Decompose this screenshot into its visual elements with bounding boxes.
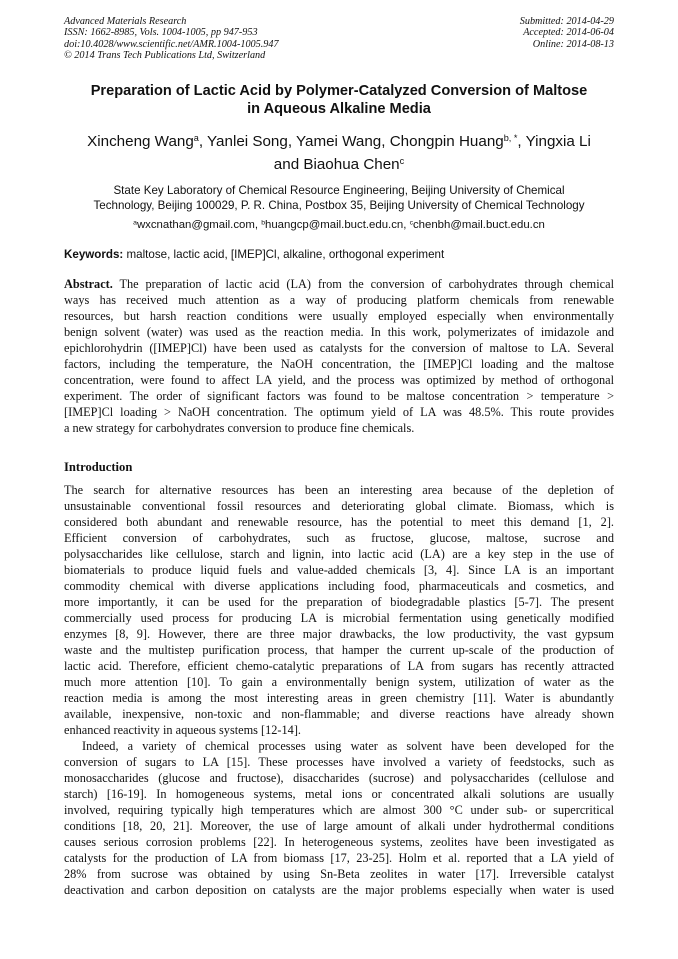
- author-name: Biaohua Chen: [303, 156, 400, 173]
- intro-line: much more attention [10]. To gain a environmentally benign system, utilization of water as the: [64, 675, 614, 689]
- author-emails: $^a$wxcnathan@gmail.com, $^b$huangcp@mail.buct.edu.cn, $^c$chenbh@mail.buct.edu.cn: [133, 219, 545, 231]
- author-name: Yamei Wang: [296, 133, 382, 150]
- intro-line: Efficient conversion of carbohydrates, such as fructose, glucose, maltose, sucrose and: [64, 531, 614, 545]
- abstract-label: Abstract.: [64, 277, 113, 291]
- introduction-text: [64, 482, 614, 898]
- author-affil-mark: b, *: [503, 132, 518, 143]
- author-line-2: and Biaohua Chen$^c$: [273, 155, 405, 173]
- dates-header: [414, 16, 614, 50]
- email-link[interactable]: wxcnathan@gmail.com,: [136, 219, 262, 231]
- abstract-line: resources, but harsh reaction conditions were usually employed especially when environmentally: [64, 309, 614, 323]
- intro-line: more importantly, it can be used for the preparation of biodegradable plastics [5-7]. The present: [64, 595, 614, 609]
- abstract-line: concentration, were found to affect LA yield, and the process was optimized by method of orthogonal: [64, 373, 614, 387]
- email-link[interactable]: chenbh@mail.buct.edu.cn: [412, 219, 545, 231]
- abstract-line: benign solvent (water) was used as the reaction media. In this work, polymerizates of imidazole and: [64, 325, 614, 339]
- intro-line: available, inexpensive, non-toxic and non-flammable; and diverse reactions have already shown: [64, 707, 614, 721]
- intro-line: commodity chemical with diverse applications including food, pharmaceuticals and cosmetics, and: [64, 579, 614, 593]
- author-name: Yanlei Song: [207, 133, 288, 150]
- abstract-line: ways has received much attention as a way of producing platform chemicals from renewable: [64, 293, 614, 307]
- paper-title: [40, 82, 638, 118]
- intro-line: Indeed, a variety of chemical processes using water as solvent have been developed for the: [82, 739, 614, 753]
- title-line-1: Preparation of Lactic Acid by Polymer-Catalyzed Conversion of Maltose: [90, 83, 588, 99]
- intro-line: causes serious corrosion problems [22]. In heterogeneous systems, zeolites have been investigated as: [64, 835, 614, 849]
- affiliation-line-1: State Key Laboratory of Chemical Resource Engineering, Beijing University of Chemical: [113, 184, 565, 197]
- intro-line: reaction media is among the most interesting areas in green chemistry [11]. Water is abundantly: [64, 691, 614, 705]
- journal-header: [64, 16, 394, 61]
- abstract-line: Abstract. The preparation of lactic acid (LA) from the conversion of carbohydrates through chemical: [64, 277, 614, 291]
- intro-line: The search for alternative resources has been an interesting area because of the depletion of: [64, 483, 614, 497]
- keywords-text: maltose, lactic acid, [IMEP]Cl, alkaline, orthogonal experiment: [123, 248, 445, 261]
- intro-line: 28% from sucrose was obtained by using Sn-Beta zeolites in water [17]. Irreversible catalyst: [64, 867, 614, 881]
- online-date: Online: 2014-08-13: [532, 38, 614, 50]
- intro-line: lactic acid. Therefore, efficient chemo-catalytic preparations of LA from sugars has recently attracted: [64, 659, 614, 673]
- author-list: [40, 130, 638, 176]
- abstract-line: a new strategy for carbohydrates conversion to produce fine chemicals.: [64, 421, 415, 435]
- intro-line: conditions [18, 20, 21]. Moreover, the use of large amount of alkali under hydrothermal conditions: [64, 819, 614, 833]
- intro-line: unsustainable conventional fossil resources and deteriorating global climate. Biomass, which is: [64, 499, 614, 513]
- abstract-line: [IMEP]Cl loading > NaOH concentration. The optimum yield of LA was 48.5%. This route provides: [64, 405, 614, 419]
- intro-line: conversion of sugars to LA [15]. These processes have involved a variety of feedstocks, such as: [64, 755, 614, 769]
- intro-line: enzymes [8, 9]. However, there are three major drawbacks, the low productivity, the vast gypsum: [64, 627, 614, 641]
- intro-line: polysaccharides like cellulose, starch and lignin, into lactic acid (LA) are a key step in the use of: [64, 547, 614, 561]
- intro-line: monosaccharides (glucose and fructose), disaccharides (sucrose) and polysaccharides (cellulose and: [64, 771, 614, 785]
- abstract-line: epichlorohydrin ([IMEP]Cl) have been used as catalysts for the conversion of maltose to LA. Several: [64, 341, 614, 355]
- submitted-date: Submitted: 2014-04-29: [519, 16, 614, 27]
- affiliation-line-2: Technology, Beijing 100029, P. R. China, Postbox 35, Beijing University of Chemical Technology: [93, 199, 585, 212]
- author-line-1: Xincheng Wang$^a$, Yanlei Song, Yamei Wang, Chongpin Huang$^{b, *}$, Yingxia Li: [87, 132, 591, 150]
- intro-line: waste and the multistep purification process, that hamper the current up-scale of the production of: [64, 643, 614, 657]
- abstract: [64, 276, 614, 436]
- intro-line: involved, requiring typically high temperatures which are almost 300 °C under sub- or supercritical: [64, 803, 614, 817]
- journal-name: Advanced Materials Research: [64, 16, 187, 27]
- doi-line: doi:10.4028/www.scientific.net/AMR.1004-1005.947: [64, 38, 279, 50]
- keywords-label: Keywords:: [64, 248, 124, 261]
- intro-line: enhanced reactivity in aqueous systems [12-14].: [64, 723, 301, 737]
- title-line-2: in Aqueous Alkaline Media: [247, 101, 431, 117]
- author-affil-mark: c: [399, 155, 405, 166]
- author-affil-mark: a: [193, 132, 199, 143]
- author-name: Xincheng Wang: [87, 133, 194, 150]
- email-link[interactable]: huangcp@mail.buct.edu.cn,: [265, 219, 410, 231]
- intro-line: commercially used process for producing LA is microbial fermentation using genetically modified: [64, 611, 614, 625]
- intro-line: considered both abundant and renewable resource, has the potential to meet this demand [1, 2].: [64, 515, 614, 529]
- abstract-line: factors, including the temperature, the NaOH concentration, the [IMEP]Cl loading and the maltose: [64, 357, 614, 371]
- author-name: Yingxia Li: [525, 133, 591, 150]
- issn-line: ISSN: 1662-8985, Vols. 1004-1005, pp 947-953: [64, 27, 258, 39]
- intro-line: catalysts for the production of LA from biomass [17, 23-25]. Holm et al. reported that a LA yield of: [64, 851, 614, 865]
- copyright-line: © 2014 Trans Tech Publications Ltd, Switzerland: [64, 49, 266, 61]
- intro-line: biomaterials to produce liquid fuels and value-added chemicals [3, 4]. Since LA is an important: [64, 563, 614, 577]
- affiliation: [40, 183, 638, 213]
- section-heading: Introduction: [64, 460, 133, 474]
- abstract-line: experiment. The order of significant factors was found to be maltose concentration > temperature >: [64, 389, 614, 403]
- keywords: [64, 248, 444, 261]
- author-name: Chongpin Huang: [389, 133, 504, 150]
- intro-line: starch) [16-19]. In homogeneous systems, metal ions or concentrated alkali solutions are usually: [64, 787, 614, 801]
- accepted-date: Accepted: 2014-06-04: [523, 27, 614, 39]
- intro-line: deactivation and carbon deposition on catalysts are the major problems especially when water is used: [64, 883, 614, 897]
